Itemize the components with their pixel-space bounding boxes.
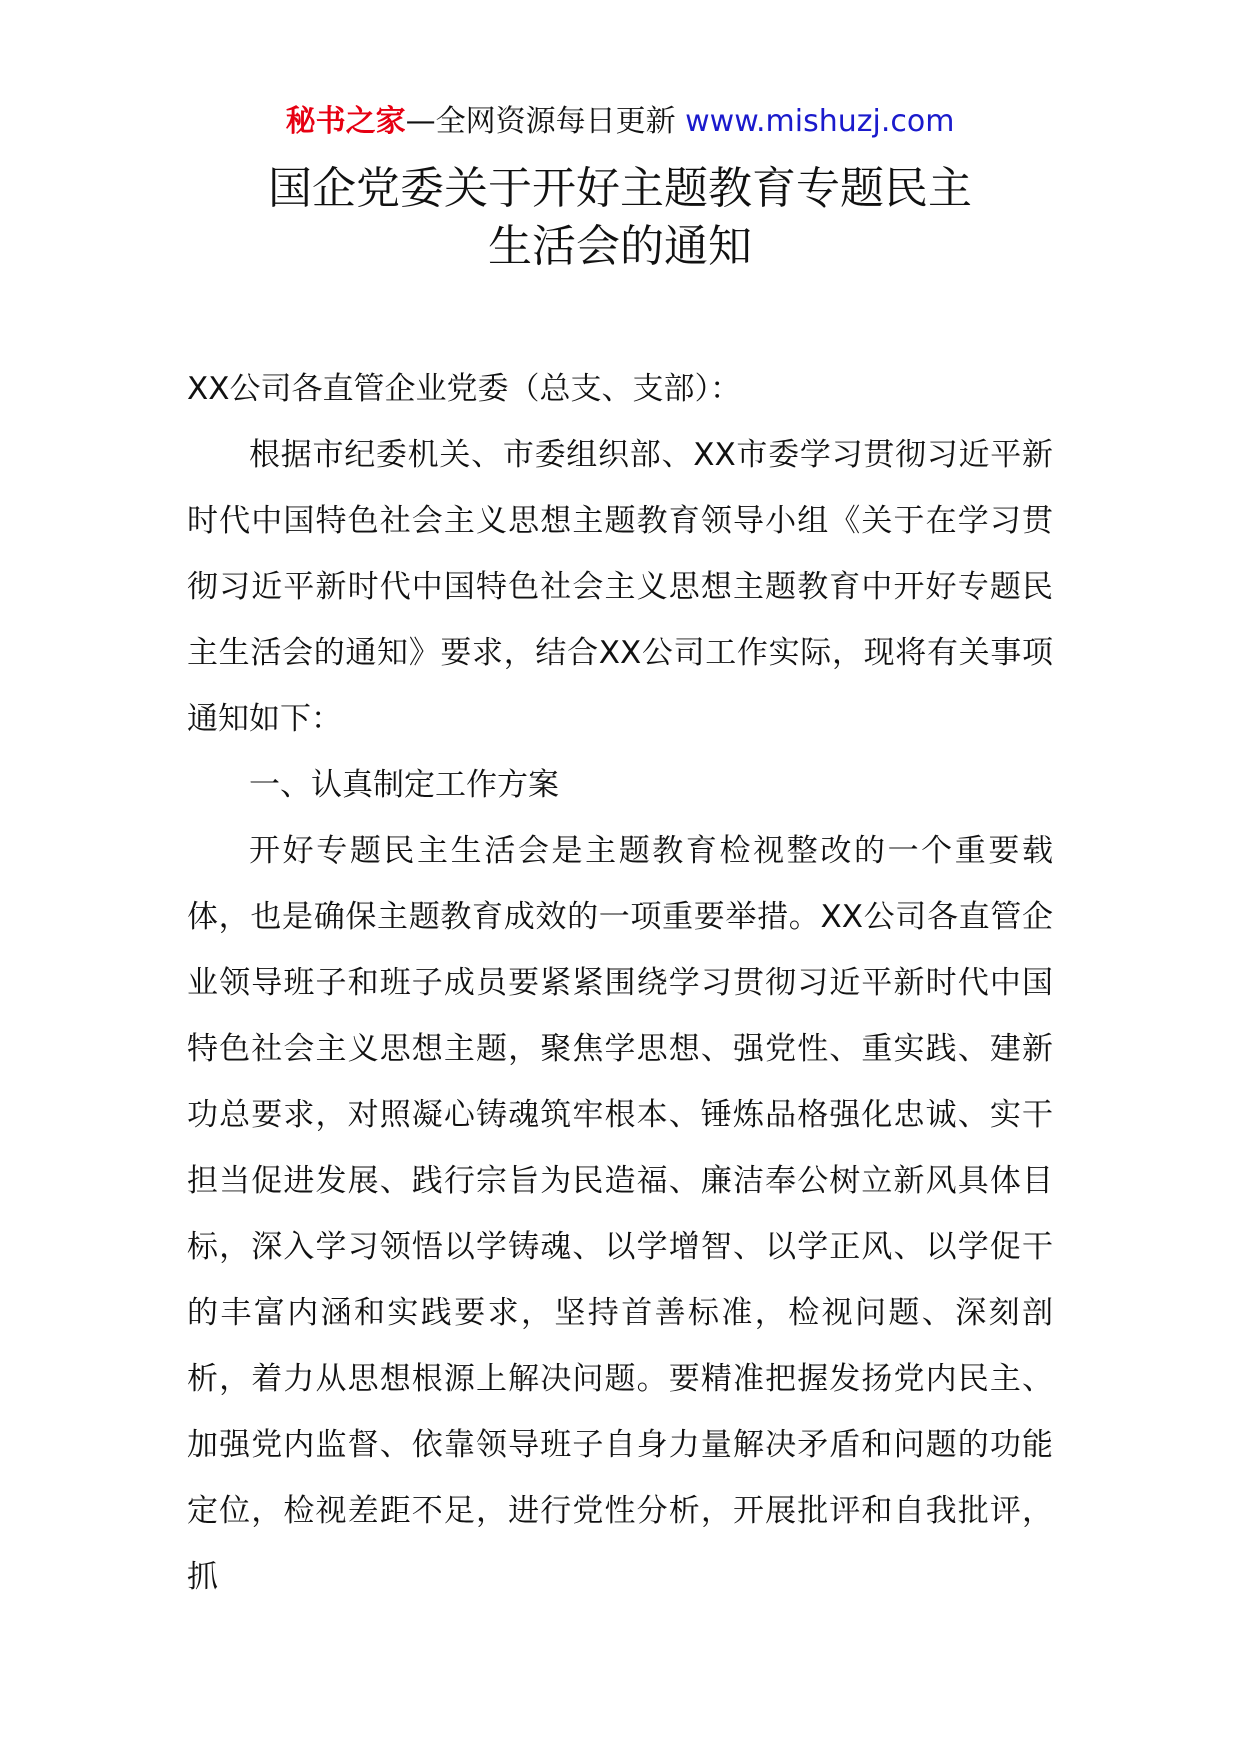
document-body [187, 356, 1053, 1610]
title-line-2: 生活会的通知 [488, 221, 752, 272]
paragraph-intro: 根据市纪委机关、市委组织部、XX市委学习贯彻习近平新时代中国特色社会主义思想主题教育领导小组《关于在学习贯彻习近平新时代中国特色社会主义思想主题教育中开好专题民主生活会的通知》要求，结合XX公司工作实际，现将有关事项通知如下： [187, 437, 1053, 737]
header-tagline: —全网资源每日更新 [405, 104, 676, 139]
site-header [0, 100, 1240, 144]
paragraph-section-1: 开好专题民主生活会是主题教育检视整改的一个重要载体，也是确保主题教育成效的一项重要举措。XX公司各直管企业领导班子和班子成员要紧紧围绕学习贯彻习近平新时代中国特色社会主义思想主题，聚焦学思想、强党性、重实践、建新功总要求，对照凝心铸魂筑牢根本、锤炼品格强化忠诚、实干担当促进发展、践行宗旨为民造福、廉洁奉公树立新风具体目标，深入学习领悟以学铸魂、以学增智、以学正风、以学促干的丰富内涵和实践要求，坚持首善标准，检视问题、深刻剖析，着力从思想根源上解决问题。要精准把握发扬党内民主、加强党内监督、依靠领导班子自身力量解决矛盾和问题的功能定位，检视差距不足，进行党性分析，开展批评和自我批评，抓 [187, 833, 1053, 1595]
section-heading-1: 一、认真制定工作方案 [249, 767, 559, 803]
salutation: XX公司各直管企业党委（总支、支部）： [187, 371, 741, 407]
document-title [0, 160, 1240, 276]
title-line-1: 国企党委关于开好主题教育专题民主 [268, 163, 972, 214]
brand-name: 秘书之家 [285, 104, 406, 139]
site-url-link[interactable]: www.mishuzj.com [685, 104, 955, 139]
